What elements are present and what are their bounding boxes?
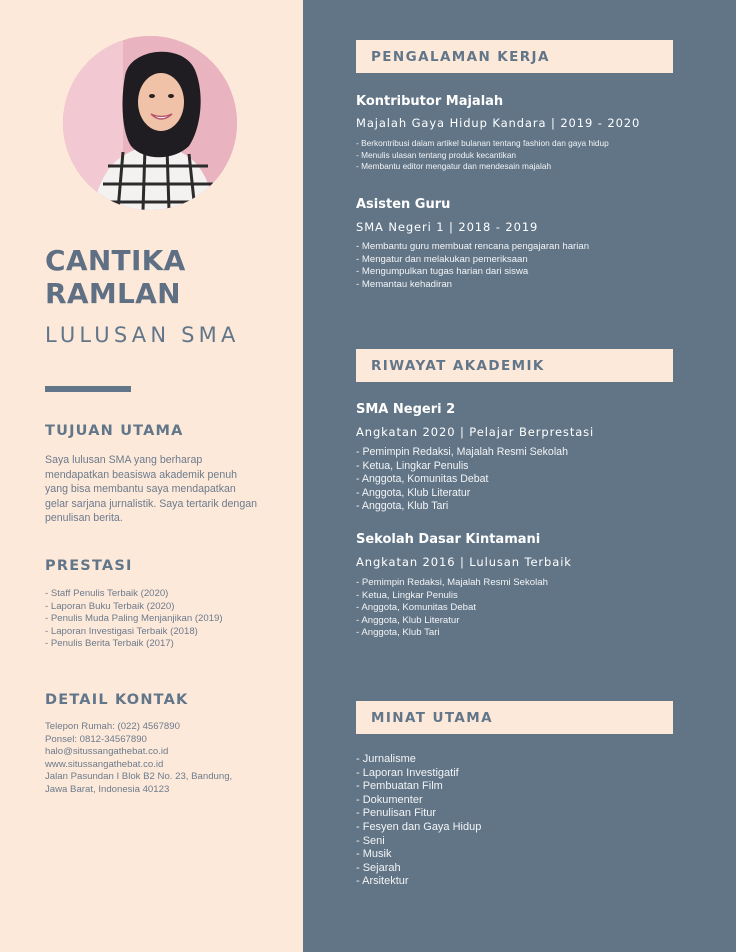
list-item: - Anggota, Klub Literatur (356, 486, 471, 499)
profile-photo (63, 36, 237, 210)
job-duties-list (356, 241, 686, 291)
list-item: - Anggota, Klub Tari (356, 627, 440, 639)
list-item: - Arsitektur (356, 875, 409, 888)
list-item: - Staff Penulis Terbaik (2020) (45, 588, 169, 599)
list-item: - Anggota, Klub Literatur (356, 614, 460, 626)
list-item: - Anggota, Klub Tari (356, 500, 449, 512)
list-item: - Penulis Muda Paling Menjanjikan (2019) (45, 613, 223, 625)
interests-heading: MINAT UTAMA (371, 709, 493, 726)
contact-email: halo@situssangathebat.co.id (45, 746, 169, 758)
list-item: - Membantu guru membuat rencana pengajaran harian (356, 241, 590, 252)
school-title: SMA Negeri 2 (356, 402, 456, 417)
achievements-list (45, 588, 285, 651)
contact-mobile: Ponsel: 0812-34567890 (45, 733, 147, 745)
list-item: - Ketua, Lingkar Penulis (356, 589, 458, 601)
experience-banner (356, 40, 673, 73)
list-item: - Laporan Buku Terbaik (2020) (45, 600, 175, 612)
contact-website: www.situssangathebat.co.id (45, 758, 164, 770)
person-name (45, 244, 186, 310)
contact-address-line-1: Jalan Pasundan I Blok B2 No. 23, Bandung, (45, 771, 233, 783)
contact-home-phone: Telepon Rumah: (022) 4567890 (45, 721, 180, 732)
name-line-1: CANTIKA (45, 244, 186, 277)
list-item: - Musik (356, 848, 392, 861)
list-item: - Sejarah (356, 861, 401, 874)
contact-address-line-2: Jawa Barat, Indonesia 40123 (45, 783, 170, 795)
education-banner (356, 349, 673, 382)
school-activities-list (356, 446, 686, 514)
list-item: - Mengatur dan melakukan pemeriksaan (356, 253, 528, 265)
contact-details (45, 721, 285, 797)
list-item: - Berkontribusi dalam artikel bulanan tentang fashion dan gaya hidup (356, 138, 609, 148)
interests-banner (356, 701, 673, 734)
job-role: LULUSAN SMA (45, 323, 240, 347)
list-item: - Menulis ulasan tentang produk kecantikan (356, 149, 517, 160)
school-subtitle: Angkatan 2016 | Lulusan Terbaik (356, 555, 572, 569)
list-item: - Pemimpin Redaksi, Majalah Resmi Sekolah (356, 446, 568, 458)
portrait-illustration (63, 36, 237, 210)
interests-list (356, 753, 686, 889)
objective-text: Saya lulusan SMA yang berharap mendapatkan beasiswa akademik penuh yang bisa membantu saya mendapatkan gelar sarjana jurnalistik. Saya tertarik dengan penulisan berita. (45, 454, 257, 525)
job-subtitle: Majalah Gaya Hidup Kandara | 2019 - 2020 (356, 116, 641, 130)
list-item: - Membantu editor mengatur dan mendesain majalah (356, 161, 552, 172)
school-title: Sekolah Dasar Kintamani (356, 532, 541, 547)
job-subtitle: SMA Negeri 1 | 2018 - 2019 (356, 220, 539, 234)
list-item: - Fesyen dan Gaya Hidup (356, 820, 482, 833)
education-heading: RIWAYAT AKADEMIK (371, 357, 545, 374)
school-activities-list (356, 577, 686, 640)
list-item: - Jurnalisme (356, 753, 416, 765)
job-duties-list (356, 138, 686, 173)
achievements-heading: PRESTASI (45, 558, 133, 574)
contact-heading: DETAIL KONTAK (45, 692, 189, 708)
list-item: - Laporan Investigatif (356, 766, 459, 779)
list-item: - Laporan Investigasi Terbaik (2018) (45, 625, 198, 637)
job-title: Kontributor Majalah (356, 94, 504, 109)
experience-heading: PENGALAMAN KERJA (371, 48, 550, 65)
list-item: - Dokumenter (356, 793, 423, 806)
school-subtitle: Angkatan 2020 | Pelajar Berprestasi (356, 425, 595, 439)
list-item: - Memantau kehadiran (356, 278, 452, 290)
name-line-2: RAMLAN (45, 277, 181, 310)
list-item: - Anggota, Komunitas Debat (356, 473, 489, 485)
divider-bar (45, 386, 131, 392)
list-item: - Anggota, Komunitas Debat (356, 602, 476, 614)
list-item: - Penulis Berita Terbaik (2017) (45, 638, 174, 650)
job-title: Asisten Guru (356, 197, 451, 212)
objective-heading: TUJUAN UTAMA (45, 423, 184, 439)
list-item: - Ketua, Lingkar Penulis (356, 459, 469, 472)
list-item: - Pemimpin Redaksi, Majalah Resmi Sekolah (356, 577, 548, 588)
list-item: - Seni (356, 834, 385, 847)
list-item: - Pembuatan Film (356, 780, 443, 793)
list-item: - Mengumpulkan tugas harian dari siswa (356, 266, 529, 278)
list-item: - Penulisan Fitur (356, 807, 437, 820)
